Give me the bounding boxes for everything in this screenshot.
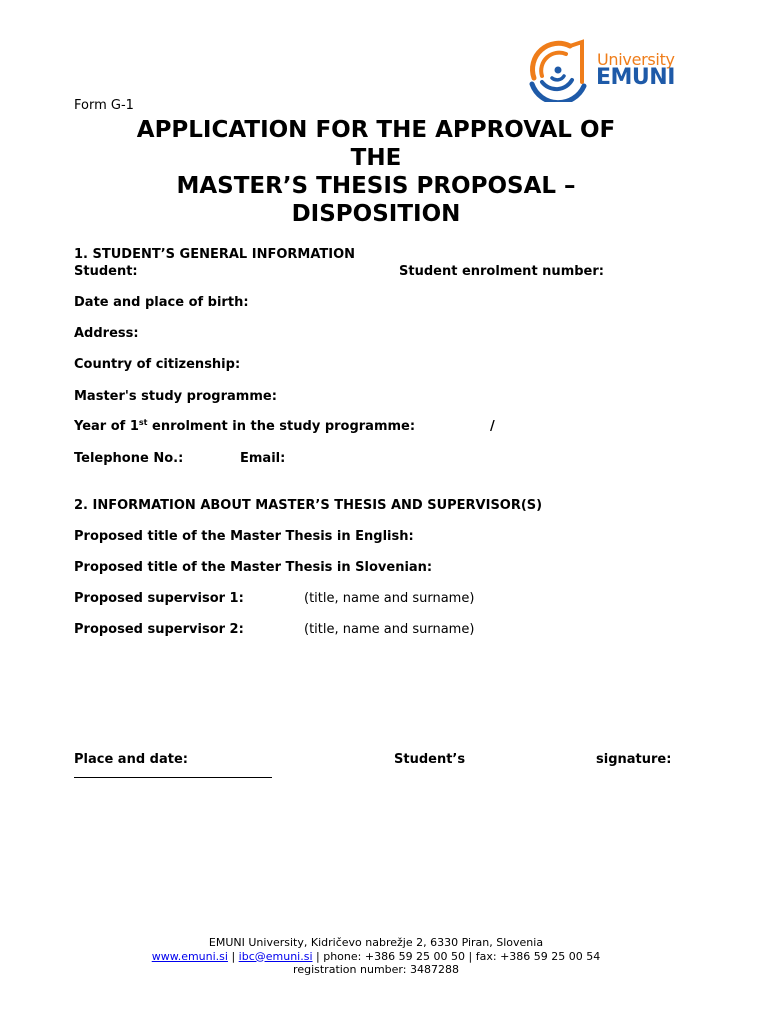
footer: [74, 936, 678, 977]
footer-separator: |: [227, 949, 239, 963]
footer-contact: [74, 950, 678, 964]
supervisor-2-hint: (title, name and surname): [304, 622, 475, 637]
footer-address: EMUNI University, Kidričevo nabrežje 2, 6330 Piran, Slovenia: [208, 936, 544, 949]
place-date-label: Place and date:: [74, 752, 188, 767]
signature-label: signature:: [596, 752, 672, 767]
enrolment-year-prefix: Year of 1: [74, 419, 139, 434]
enrolment-year-separator: /: [490, 419, 495, 434]
title-line-2: THE: [350, 145, 402, 171]
enrolment-year-superscript: st: [138, 418, 148, 427]
enrolment-number-label: Student enrolment number:: [399, 264, 604, 279]
footer-phone-fax: | phone: +386 59 25 00 50 | fax: +386 59 25 00 54: [312, 949, 601, 963]
section-2-heading: 2. INFORMATION ABOUT MASTER’S THESIS AND SUPERVISOR(S): [74, 498, 543, 513]
emuni-logo-emblem-icon: [524, 38, 596, 102]
title-slovenian-label: Proposed title of the Master Thesis in Slovenian:: [74, 560, 433, 575]
title-line-1: APPLICATION FOR THE APPROVAL OF: [136, 117, 616, 143]
logo-emuni-text: EMUNI: [596, 65, 675, 90]
telephone-label: Telephone No.:: [74, 451, 184, 466]
supervisor-2-label: Proposed supervisor 2:: [74, 622, 244, 637]
enrolment-year-label: [74, 419, 415, 434]
emuni-logo: [524, 38, 684, 102]
supervisor-1-label: Proposed supervisor 1:: [74, 591, 244, 606]
logo-university-text: University: [597, 50, 675, 69]
citizenship-label: Country of citizenship:: [74, 357, 241, 372]
student-label: Student:: [74, 264, 138, 279]
title-line-4: DISPOSITION: [291, 201, 461, 227]
page-title: [74, 116, 678, 228]
section-1-heading: 1. STUDENT’S GENERAL INFORMATION: [74, 247, 356, 262]
programme-label: Master's study programme:: [74, 389, 277, 404]
title-english-label: Proposed title of the Master Thesis in English:: [74, 529, 414, 544]
place-date-line: [74, 777, 272, 778]
form-id: Form G-1: [74, 98, 134, 113]
title-line-3: MASTER’S THESIS PROPOSAL –: [176, 173, 576, 199]
birth-label: Date and place of birth:: [74, 295, 249, 310]
email-label: Email:: [240, 451, 286, 466]
footer-email-link[interactable]: ibc@emuni.si: [238, 949, 313, 963]
address-label: Address:: [74, 326, 139, 341]
footer-website-link[interactable]: www.emuni.si: [151, 949, 228, 963]
supervisor-1-hint: (title, name and surname): [304, 591, 475, 606]
students-label: Student’s: [394, 752, 466, 767]
footer-registration: registration number: 3487288: [293, 963, 459, 976]
enrolment-year-suffix: enrolment in the study programme:: [147, 419, 416, 434]
